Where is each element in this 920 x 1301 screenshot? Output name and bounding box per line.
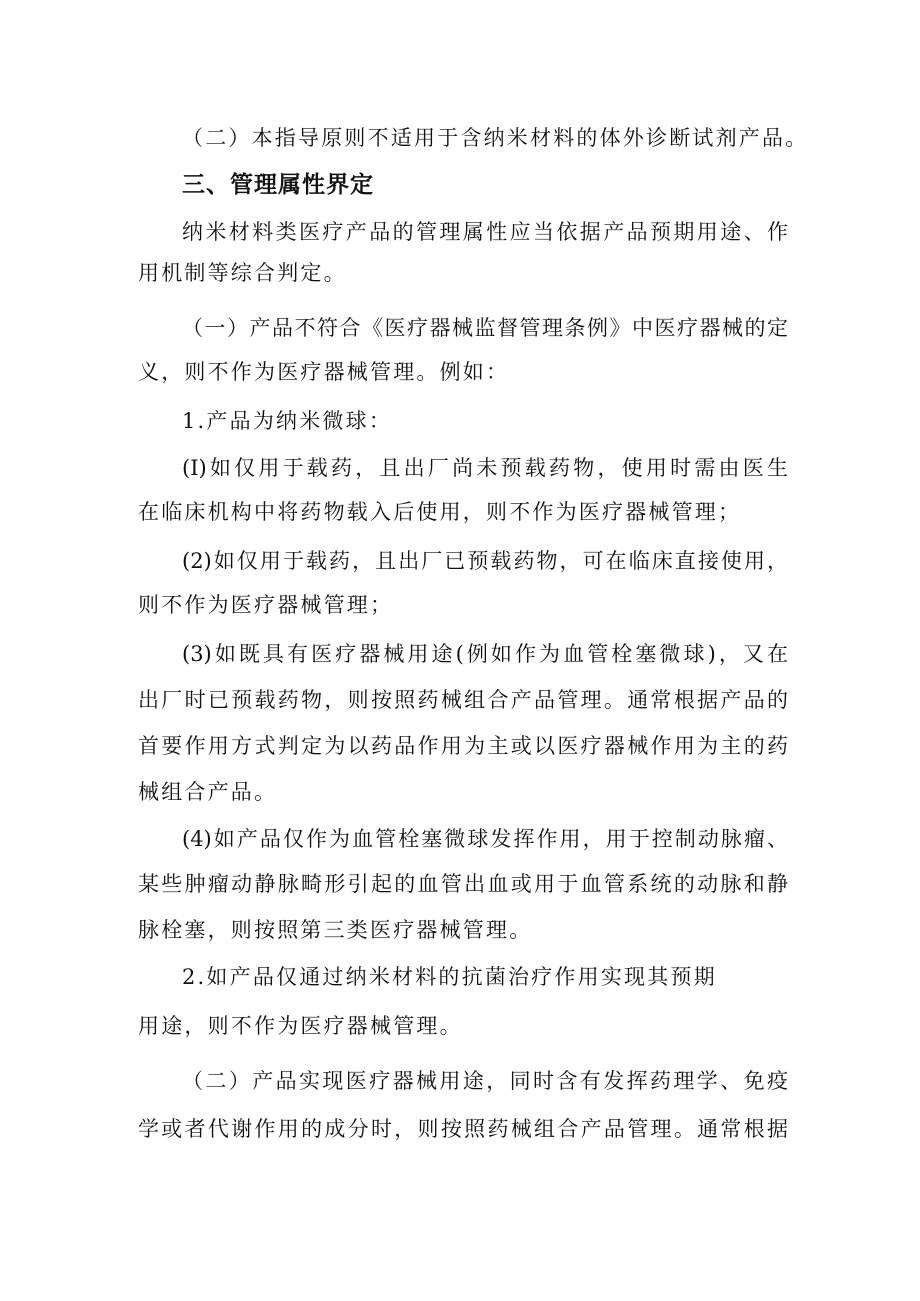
paragraph-antibacterial-line-1: 2.如产品仅通过纳米材料的抗菌治疗作用实现其预期 xyxy=(182,965,717,989)
paragraph-nanosphere: 1.产品为纳米微球： xyxy=(182,409,393,433)
paragraph-case-3-line-3: 首要作用方式判定为以药品作用为主或以医疗器械作用为主的药 xyxy=(138,734,788,758)
paragraph-case-3-line-4: 械组合产品。 xyxy=(138,780,278,804)
paragraph-case-i-line-1: (I)如仅用于载药，且出厂尚未预载药物，使用时需由医生 xyxy=(182,456,788,480)
paragraph-item-2-line-1: （二）产品实现医疗器械用途，同时含有发挥药理学、免疫 xyxy=(182,1069,788,1093)
paragraph-item-1-line-1: （一）产品不符合《医疗器械监督管理条例》中医疗器械的定 xyxy=(182,316,788,340)
paragraph-case-4-line-1: (4)如产品仅作为血管栓塞微球发挥作用，用于控制动脉瘤、 xyxy=(182,827,788,851)
paragraph-intro-line-2: 用机制等综合判定。 xyxy=(138,261,347,285)
paragraph-case-4-line-3: 脉栓塞，则按照第三类医疗器械管理。 xyxy=(138,918,533,942)
paragraph-case-4-line-2: 某些肿瘤动静脉畸形引起的血管出血或用于血管系统的动脉和静 xyxy=(138,872,788,896)
paragraph-item-2-line-2: 学或者代谢作用的成分时，则按照药械组合产品管理。通常根据 xyxy=(138,1117,788,1141)
section-heading-management-attribute: 三、管理属性界定 xyxy=(182,172,374,198)
paragraph-case-2-line-1: (2)如仅用于载药，且出厂已预载药物，可在临床直接使用， xyxy=(182,549,788,573)
paragraph-case-2-line-2: 则不作为医疗器械管理； xyxy=(138,593,394,617)
paragraph-case-3-line-1: (3)如既具有医疗器械用途(例如作为血管栓塞微球)，又在 xyxy=(182,642,788,666)
paragraph-intro-line-1: 纳米材料类医疗产品的管理属性应当依据产品预期用途、作 xyxy=(182,220,788,244)
paragraph-case-3-line-2: 出厂时已预载药物，则按照药械组合产品管理。通常根据产品的 xyxy=(138,688,788,712)
paragraph-case-i-line-2: 在临床机构中将药物载入后使用，则不作为医疗器械管理； xyxy=(138,500,742,524)
paragraph-item-1-line-2: 义，则不作为医疗器械管理。例如： xyxy=(138,360,510,384)
paragraph-antibacterial-line-2: 用途，则不作为医疗器械管理。 xyxy=(138,1014,463,1038)
paragraph-ivd-exclusion: （二）本指导原则不适用于含纳米材料的体外诊断试剂产品。 xyxy=(182,126,809,150)
